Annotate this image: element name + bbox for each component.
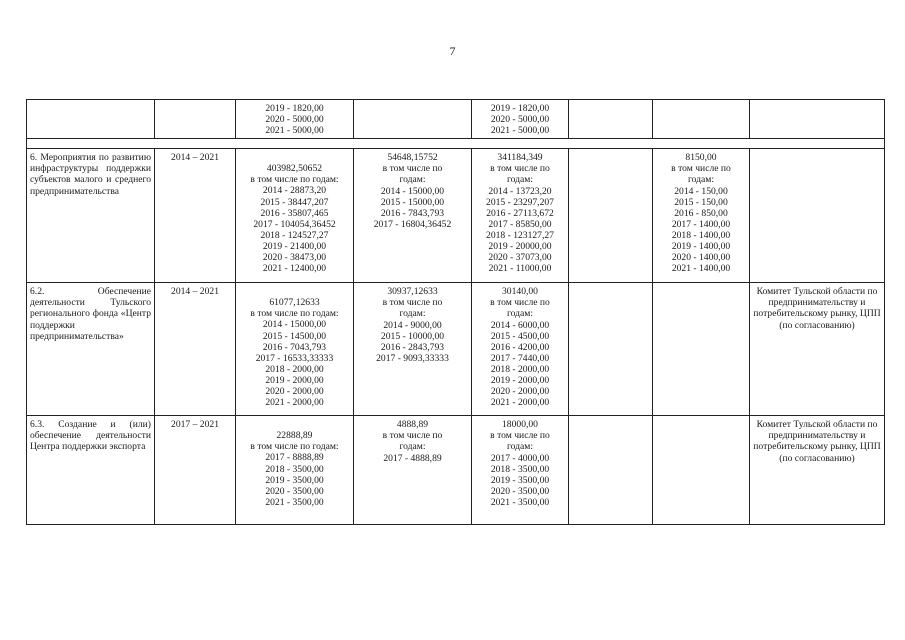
col6-cell — [569, 283, 653, 416]
col5-cell: 2019 - 1820,00 2020 - 5000,00 2021 - 5000,00 — [472, 100, 569, 139]
col5-cell: 341184,349 в том числе по годам: 2014 - 13723,20 2015 - 23297,207 2016 - 27113,672 2017 - 85850,00 2018 - 123127,27 2019 - 20000,00 2020 - 37073,00 2021 - 11000,00 — [472, 149, 569, 283]
col4-cell — [354, 100, 472, 139]
col6-cell — [569, 149, 653, 283]
col7-cell — [653, 100, 750, 139]
period-cell: 2014 – 2021 — [155, 149, 236, 283]
table-row-continuation — [27, 100, 885, 139]
table-row-6-2 — [27, 283, 885, 416]
col7-cell — [653, 283, 750, 416]
total-cell: 403982,50652 в том числе по годам: 2014 - 28873,20 2015 - 38447,207 2016 - 35807,465 2017 - 104054,36452 2018 - 124527,27 2019 - 21400,00 2020 - 38473,00 2021 - 12400,00 — [236, 149, 354, 283]
name-cell: 6.3. Создание и (или) обеспечение деятельности Центра поддержки экспорта — [27, 416, 155, 525]
table-row-6-3 — [27, 416, 885, 525]
name-cell: 6.2. Обеспечение деятельности Тульского регионального фонда «Центр поддержки предпринимательства» — [27, 283, 155, 416]
period-cell: 2014 – 2021 — [155, 283, 236, 416]
executor-cell: Комитет Тульской области по предпринимательству и потребительскому рынку, ЦПП (по согласованию) — [750, 283, 885, 416]
name-cell: 6. Мероприятия по развитию инфраструктуры поддержки субъектов малого и среднего предпринимательства — [27, 149, 155, 283]
executor-cell — [750, 100, 885, 139]
row-gap — [27, 139, 885, 149]
col4-cell: 54648,15752 в том числе по годам: 2014 - 15000,00 2015 - 15000,00 2016 - 7843,793 2017 - 16804,36452 — [354, 149, 472, 283]
table-row-6 — [27, 149, 885, 283]
executor-cell — [750, 149, 885, 283]
col5-cell: 18000,00 в том числе по годам: 2017 - 4000,00 2018 - 3500,00 2019 - 3500,00 2020 - 3500,00 2021 - 3500,00 — [472, 416, 569, 525]
period-cell: 2017 – 2021 — [155, 416, 236, 525]
program-table — [26, 99, 885, 525]
col7-cell: 8150,00 в том числе по годам: 2014 - 150,00 2015 - 150,00 2016 - 850,00 2017 - 1400,00 2018 - 1400,00 2019 - 1400,00 2020 - 1400,00 2021 - 1400,00 — [653, 149, 750, 283]
col5-cell: 30140,00 в том числе по годам: 2014 - 6000,00 2015 - 4500,00 2016 - 4200,00 2017 - 7440,00 2018 - 2000,00 2019 - 2000,00 2020 - 2000,00 2021 - 2000,00 — [472, 283, 569, 416]
col6-cell — [569, 416, 653, 525]
period-cell — [155, 100, 236, 139]
executor-cell: Комитет Тульской области по предпринимательству и потребительскому рынку, ЦПП (по согласованию) — [750, 416, 885, 525]
page-number: 7 — [449, 44, 456, 58]
total-cell: 61077,12633 в том числе по годам: 2014 - 15000,00 2015 - 14500,00 2016 - 7043,793 2017 - 16533,33333 2018 - 2000,00 2019 - 2000,00 2020 - 2000,00 2021 - 2000,00 — [236, 283, 354, 416]
col6-cell — [569, 100, 653, 139]
col4-cell: 30937,12633 в том числе по годам: 2014 - 9000,00 2015 - 10000,00 2016 - 2843,793 2017 - 9093,33333 — [354, 283, 472, 416]
col4-cell: 4888,89 в том числе по годам: 2017 - 4888,89 — [354, 416, 472, 525]
total-cell: 22888,89 в том числе по годам: 2017 - 8888,89 2018 - 3500,00 2019 - 3500,00 2020 - 3500,00 2021 - 3500,00 — [236, 416, 354, 525]
name-cell — [27, 100, 155, 139]
total-cell: 2019 - 1820,00 2020 - 5000,00 2021 - 5000,00 — [236, 100, 354, 139]
col7-cell — [653, 416, 750, 525]
